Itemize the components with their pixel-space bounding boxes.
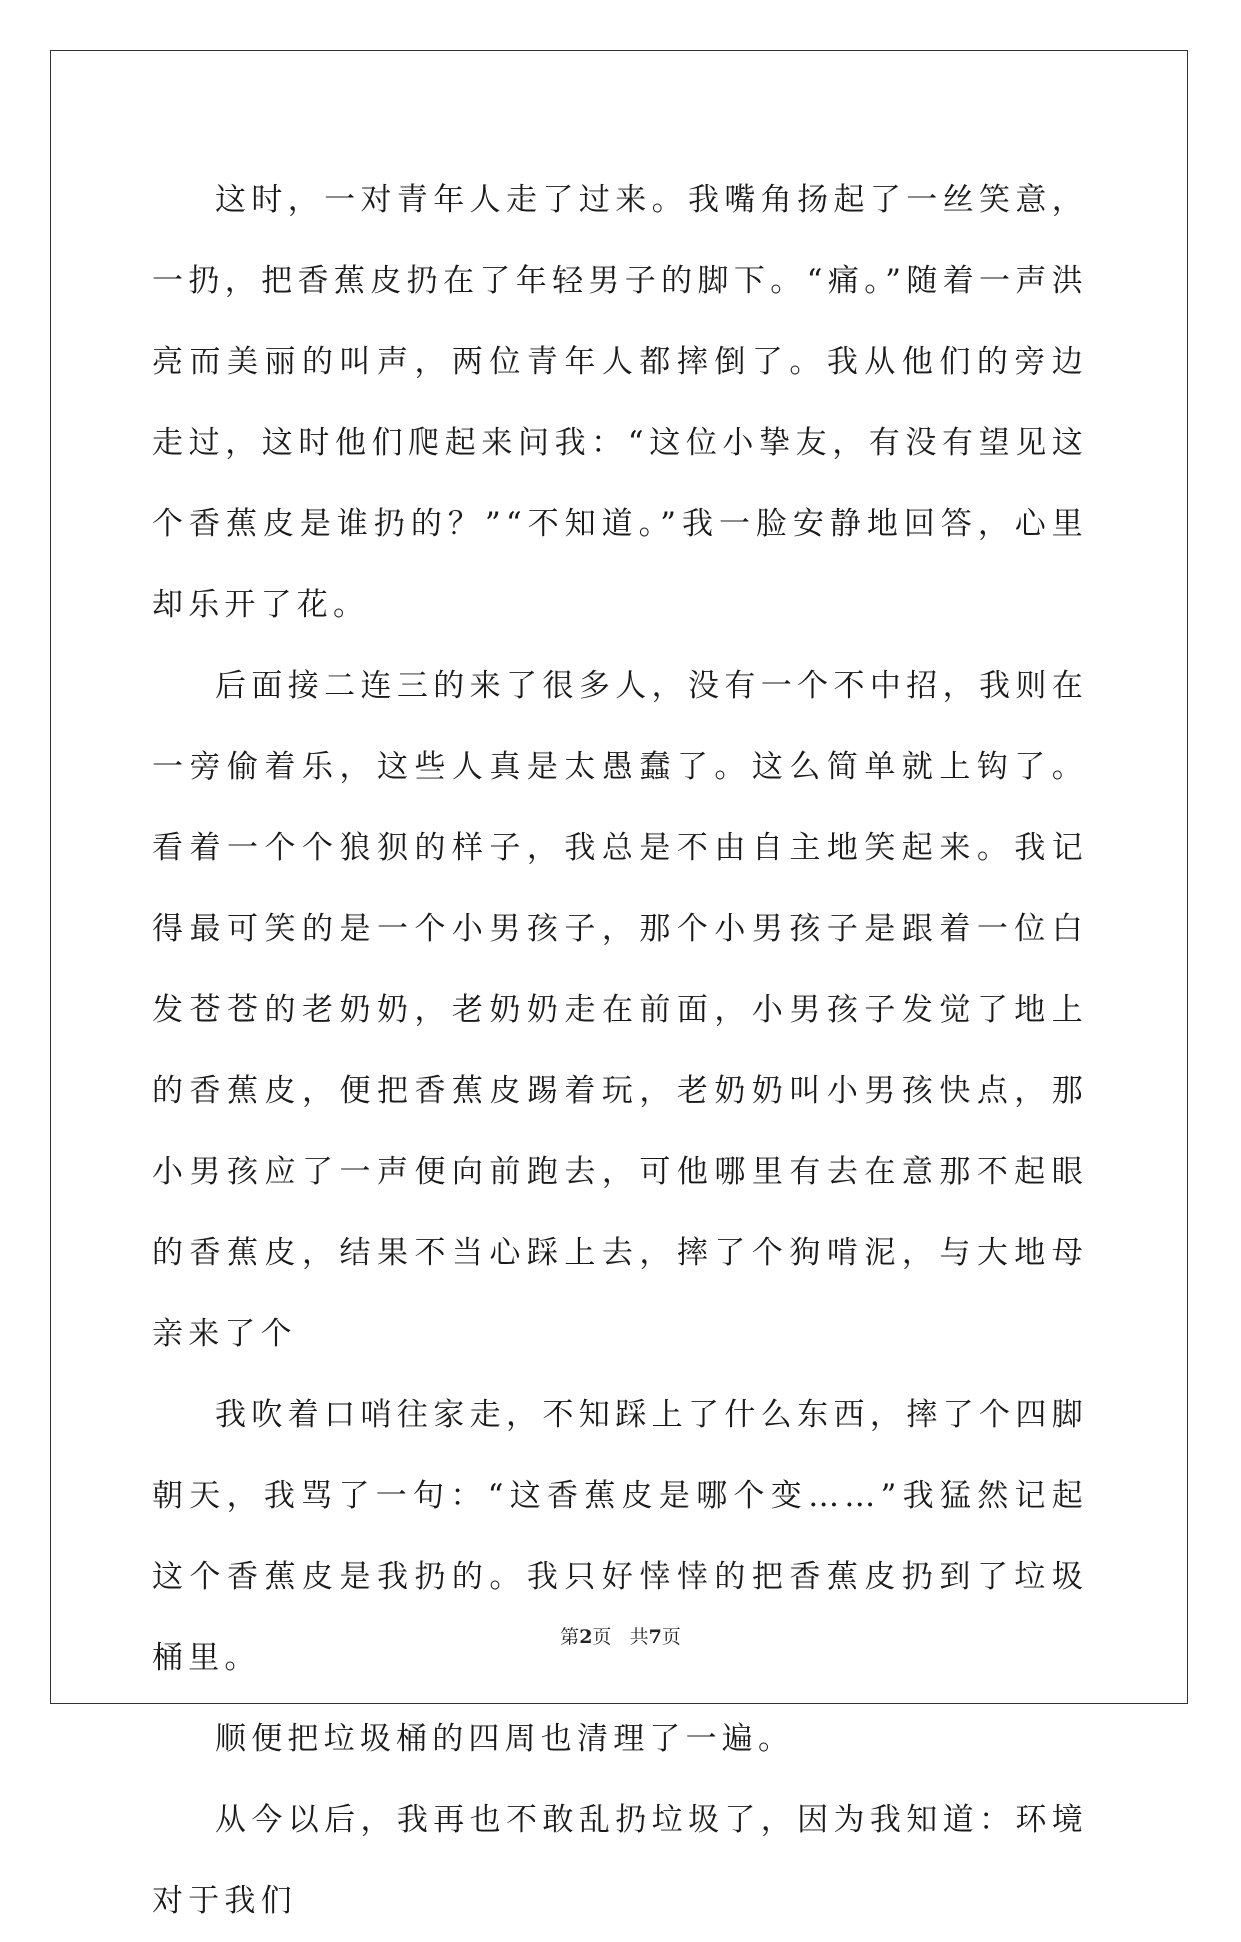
- paragraph-2: 后面接二连三的来了很多人，没有一个不中招，我则在一旁偷着乐，这些人真是太愚蠢了。这么简单就上钩了。看着一个个狼狈的样子，我总是不由自主地笑起来。我记得最可笑的是一个小男孩子，那个小男孩子是跟着一位白发苍苍的老奶奶，老奶奶走在前面，小男孩子发觉了地上的香蕉皮，便把香蕉皮踢着玩，老奶奶叫小男孩快点，那小男孩应了一声便向前跑去，可他哪里有去在意那不起眼的香蕉皮，结果不当心踩上去，摔了个狗啃泥，与大地母亲来了个: [152, 668, 1088, 1352]
- paragraph-3: 我吹着口哨往家走，不知踩上了什么东西，摔了个四脚朝天，我骂了一句：“这香蕉皮是哪个变……”我猛然记起这个香蕉皮是我扔的。我只好悻悻的把香蕉皮扔到了垃圾桶里。: [152, 1397, 1088, 1676]
- document-body: [152, 160, 1088, 1942]
- total-page-count: 7: [648, 1626, 662, 1648]
- paragraph-1: 这时，一对青年人走了过来。我嘴角扬起了一丝笑意，一扔，把香蕉皮扔在了年轻男子的脚下。“痛。”随着一声洪亮而美丽的叫声，两位青年人都摔倒了。我从他们的旁边走过，这时他们爬起来问我：“这位小挚友，有没有望见这个香蕉皮是谁扔的？”“不知道。”我一脸安静地回答，心里却乐开了花。: [152, 182, 1088, 623]
- page-footer: [0, 1622, 1241, 1649]
- paragraph-4: 顺便把垃圾桶的四周也清理了一遍。: [215, 1721, 795, 1757]
- footer-total-suffix: 页: [661, 1626, 681, 1648]
- current-page-number: 2: [579, 1626, 593, 1648]
- footer-page-suffix: 页: [592, 1626, 612, 1648]
- footer-total-prefix: 共: [629, 1626, 649, 1648]
- paragraph-5: 从今以后，我再也不敢乱扔垃圾了，因为我知道：环境对于我们: [152, 1802, 1088, 1919]
- footer-prefix: 第: [560, 1626, 580, 1648]
